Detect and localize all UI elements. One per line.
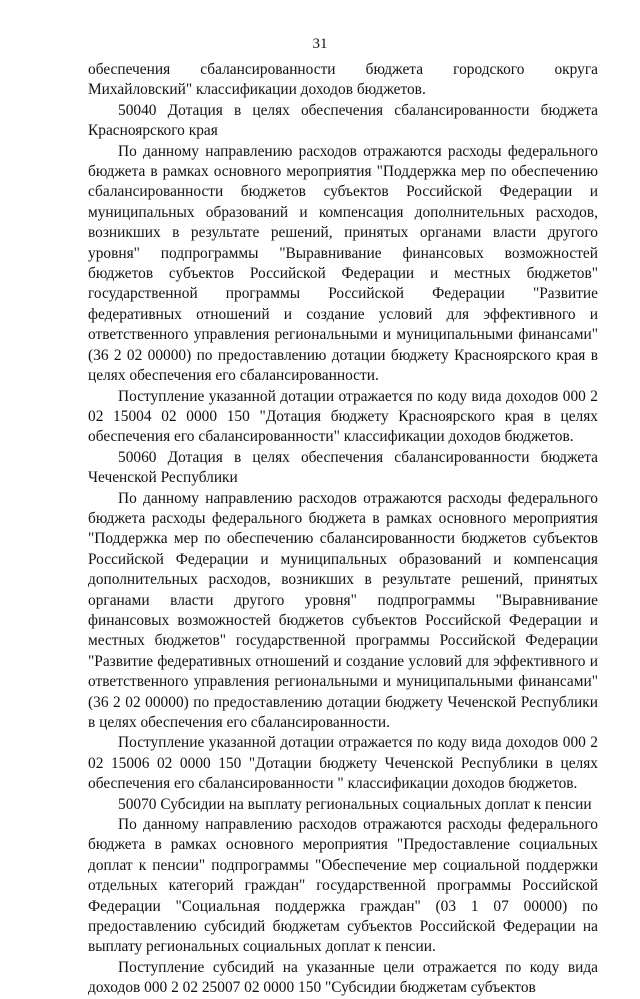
paragraph-continuation: обеспечения сбалансированности бюджета городского округа Михайловский" классификации доходов бюджетов.	[88, 61, 598, 99]
document-body	[88, 60, 598, 999]
paragraph-50070-revenue: Поступление субсидий на указанные цели отражается по коду вида доходов 000 2 02 25007 02 0000 150 "Субсидии бюджетам субъектов	[88, 958, 598, 997]
paragraph-50070-expenses: По данному направлению расходов отражаются расходы федерального бюджета в рамках основного мероприятия "Предоставление социальных доплат к пенсии" подпрограммы "Обеспечение мер социальной поддержки отдельных категорий граждан" государственной программы Российской Федерации "Социальная поддержка граждан" (03 1 07 00000) по предоставлению субсидий бюджетам субъектов Российской Федерации на выплату региональных социальных доплат к пенсии.	[88, 816, 598, 956]
paragraph-50060-revenue: Поступление указанной дотации отражается по коду вида доходов 000 2 02 15006 02 0000 150 "Дотации бюджету Чеченской Республики в целях обеспечения его сбалансированности " классификации доходов бюджетов.	[88, 734, 598, 793]
section-heading-50070: 50070 Субсидии на выплату региональных социальных доплат к пенсии	[118, 795, 592, 813]
section-heading-50040: 50040 Дотация в целях обеспечения сбалансированности бюджета Красноярского края	[88, 101, 598, 140]
paragraph-50040-revenue: Поступление указанной дотации отражается по коду вида доходов 000 2 02 15004 02 0000 150 "Дотация бюджету Красноярского края в целях обеспечения его сбалансированности" классификации доходов бюджетов.	[88, 387, 598, 446]
section-heading-50060: 50060 Дотация в целях обеспечения сбалансированности бюджета Чеченской Республики	[88, 448, 598, 487]
page-number: 31	[312, 36, 328, 52]
paragraph-50040-expenses: По данному направлению расходов отражаются расходы федерального бюджета в рамках основного мероприятия "Поддержка мер по обеспечению сбалансированности бюджетов субъектов Российской Федерации и муниципальных образований и компенсация дополнительных расходов, возникших в результате решений, принятых органами власти другого уровня" подпрограммы "Выравнивание финансовых возможностей бюджетов субъектов Российской Федерации и местных бюджетов" государственной программы Российской Федерации "Развитие федеративных отношений и создание условий для эффективного и ответственного управления региональными и муниципальными финансами" (36 2 02 00000) по предоставлению дотации бюджету Красноярского края в целях обеспечения его сбалансированности.	[88, 142, 598, 385]
paragraph-50060-expenses: По данному направлению расходов отражаются расходы федерального бюджета расходы федерального бюджета в рамках основного мероприятия "Поддержка мер по обеспечению сбалансированности бюджетов субъектов Российской Федерации и муниципальных образований и компенсация дополнительных расходов, возникших в результате решений, принятых органами власти другого уровня" подпрограммы "Выравнивание финансовых возможностей бюджетов субъектов Российской Федерации и местных бюджетов" государственной программы Российской Федерации "Развитие федеративных отношений и создание условий для эффективного и ответственного управления региональными и муниципальными финансами" (36 2 02 00000) по предоставлению дотации бюджету Чеченской Республики в целях обеспечения его сбалансированности.	[88, 489, 598, 731]
